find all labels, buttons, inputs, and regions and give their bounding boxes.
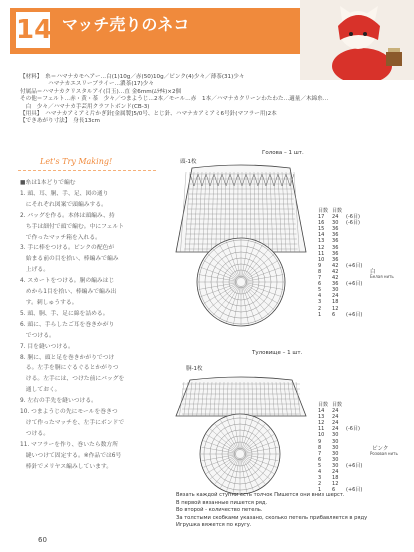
row-cell: 8 — [318, 268, 322, 275]
instruction-step: る。左手を胴にぐるぐるとかがりつ — [20, 365, 119, 372]
row-cell: 5 — [318, 462, 322, 469]
row-cell: 2 — [318, 305, 322, 312]
materials-line: 【材料】 糸＝ハマナカモヘアー…白(1)10g／赤(50)10g／ピンク(4)少々／薄茶(31)少々 — [20, 74, 245, 80]
row-cell: 36 — [332, 281, 339, 288]
instructions-title: Let's Try Making! — [40, 157, 113, 166]
instruction-step: で作ったマッチ箱を入れる。 — [20, 234, 101, 241]
row-cell: 36 — [332, 226, 339, 233]
instruction-step: 2. バッグを作る。本体は頭編み、持 — [20, 212, 115, 219]
head-color-note: Белая нить — [370, 274, 394, 279]
note-line: Игрушка вяжется по кругу. — [176, 522, 252, 529]
instruction-step: 縫いつけて固定する。※作品では6号 — [20, 452, 122, 459]
row-cell: 13 — [318, 238, 325, 245]
row-cell: 30 — [332, 438, 339, 445]
instruction-step: 8. 胴に、頭と足を巻きかがりでつけ — [20, 354, 115, 361]
row-cell: (+6目) — [346, 462, 363, 469]
pattern-number: 14 — [14, 10, 52, 50]
row-cell: 10 — [318, 256, 325, 263]
note-line: За толстыми скобками указано, сколько петель прибавляется в ряду — [176, 514, 368, 521]
row-cell: (-6目) — [346, 214, 360, 221]
instruction-step: けて作ったマッチを、左手にボンドで — [20, 419, 125, 426]
row-cell: 14 — [318, 232, 325, 239]
row-cell: 12 — [332, 305, 339, 312]
materials-line: 【できあがり寸法】 身長13cm — [20, 118, 100, 125]
col-header: 目数 — [318, 208, 329, 214]
instruction-step: す。刺しゅうする。 — [20, 299, 78, 306]
row-cell: 24 — [332, 214, 339, 221]
instruction-step: 11. マフラーを作り、巻いたら数方所 — [20, 441, 119, 448]
row-cell: 1 — [318, 311, 322, 318]
row-cell: (+6目) — [346, 262, 363, 269]
instruction-step: にそれぞれ図案で頭編みする。 — [20, 201, 107, 208]
instruction-step: 5. 頭、胴、手、足に綿を詰める。 — [20, 310, 109, 317]
materials-block — [20, 74, 394, 126]
row-cell: 30 — [332, 456, 339, 463]
instruction-step: 3. 手に棒をつける。ピンクの配色が — [20, 245, 115, 252]
row-cell: 24 — [332, 414, 339, 421]
instruction-step: 10. つまようじの先にモールを巻きつ — [20, 409, 118, 416]
row-cell: 18 — [332, 299, 339, 306]
materials-line: 【用具】 ハマナカアミアミ片かぎ針[金属製]5/0号、とじ針、ハマナカアミアミ6号針(マフラー用)2本 — [20, 111, 277, 118]
row-cell: 9 — [318, 438, 322, 445]
head-title: Голова – 1 шт. — [262, 150, 304, 156]
body-row-table — [316, 402, 364, 493]
cat-photo — [300, 0, 414, 80]
instruction-step: ち手は細付で頭で編む。中にフェルト — [20, 223, 125, 230]
materials-line: 白 少々／ハマナカ手芸用クラフトボンド(CB-3) — [20, 103, 150, 110]
row-cell: 36 — [332, 250, 339, 257]
row-cell: 30 — [332, 220, 339, 227]
row-entry — [316, 312, 364, 318]
instruction-step: 4. スカートをつける。胴の編みはじ — [20, 278, 115, 285]
instruction-step: 上げる。 — [20, 267, 49, 274]
row-cell: 24 — [332, 293, 339, 300]
row-cell: (+6目) — [346, 487, 363, 494]
row-cell: 6 — [318, 456, 322, 463]
instruction-step: めから1目を拾い、棒編みで編み出 — [20, 289, 117, 296]
head-color-label: 白 — [370, 269, 376, 275]
instruction-step: 1. 頭、耳、胴、手、足、図の通り — [20, 190, 109, 197]
row-cell: 17 — [318, 214, 325, 221]
instructions-list — [20, 178, 158, 472]
row-cell: (-6目) — [346, 426, 360, 433]
row-cell: 36 — [332, 238, 339, 245]
row-cell: 36 — [332, 232, 339, 239]
row-cell: 24 — [332, 469, 339, 476]
head-chart — [170, 160, 312, 330]
row-cell: 1 — [318, 487, 322, 494]
instruction-step: でつける。 — [20, 332, 55, 339]
head-row-table — [316, 208, 364, 318]
row-cell: 15 — [318, 226, 325, 233]
row-cell: 24 — [332, 426, 339, 433]
row-cell: 2 — [318, 481, 322, 488]
row-cell: 16 — [318, 220, 325, 227]
row-cell: 3 — [318, 299, 322, 306]
row-cell: (+6目) — [346, 311, 363, 318]
note-line: Вязать каждой ступни есть толчок Пишется они вниз шерст. — [176, 492, 345, 498]
row-cell: 8 — [318, 444, 322, 451]
row-cell: 12 — [332, 481, 339, 488]
row-cell: 30 — [332, 450, 339, 457]
row-cell: 24 — [332, 408, 339, 415]
row-cell: 4 — [318, 469, 322, 476]
materials-line: 付属品＝ハマナカクリスタルアイ(目玉)…直 金6mm(ﾑﾗｻｷ)×2個 — [20, 88, 182, 95]
divider — [18, 170, 156, 171]
row-cell: 4 — [318, 293, 322, 300]
row-cell: 12 — [318, 244, 325, 251]
row-cell: 30 — [332, 462, 339, 469]
translation-notes — [176, 492, 406, 530]
row-cell: 42 — [332, 275, 339, 282]
row-cell: 18 — [332, 475, 339, 482]
row-cell: 13 — [318, 414, 325, 421]
materials-line: その他＝フェルト…赤・黄・茶 少々／つまようじ…2本／モール…赤 1本／ハマナカクリーンわたわた…適量／木綿糸… — [20, 96, 329, 103]
instruction-step: 通しておく。 — [20, 387, 61, 394]
row-cell: 6 — [332, 311, 336, 318]
instruction-step: つける。 — [20, 430, 49, 437]
body-label: 胴-1枚 — [186, 366, 203, 372]
row-cell: 42 — [332, 268, 339, 275]
instruction-step: 始まる前の目を拾い、棒編みで編み — [20, 256, 119, 263]
body-color-note: Розовая нить — [370, 451, 398, 456]
row-cell: (-6目) — [346, 220, 360, 227]
row-cell: 42 — [332, 262, 339, 269]
col-header: 目数 — [318, 402, 329, 408]
head-label: 頭-1枚 — [180, 159, 197, 165]
row-cell: 12 — [318, 420, 325, 427]
page-number: 60 — [38, 536, 47, 544]
row-cell: 6 — [332, 487, 336, 494]
row-cell: 36 — [332, 244, 339, 251]
row-cell: 36 — [332, 256, 339, 263]
col-header: 目数 — [332, 402, 343, 408]
row-cell: 10 — [318, 432, 325, 439]
row-cell: 7 — [318, 450, 322, 457]
body-title: Туловище – 1 шт. — [252, 350, 303, 356]
instruction-step: 9. 左右の手先を縫いつける。 — [20, 398, 97, 405]
body-chart — [170, 372, 312, 496]
row-cell: 5 — [318, 287, 322, 294]
instruction-step: 棒針でメリヤス編みしています。 — [20, 463, 113, 470]
row-cell: 14 — [318, 408, 325, 415]
row-cell: 24 — [332, 420, 339, 427]
materials-line: ハマナカエスリーブライー…濃茶(17)少々 — [20, 81, 154, 88]
pattern-title: マッチ売りのネコ — [62, 15, 190, 34]
instruction-step: 7. 目を縫いつける。 — [20, 343, 74, 350]
row-cell: 6 — [318, 281, 322, 288]
instruction-step: ける。左手には、つけた前にバッグを — [20, 376, 125, 383]
row-cell: 3 — [318, 475, 322, 482]
row-cell: 30 — [332, 287, 339, 294]
body-color-label: ピンク — [372, 446, 389, 452]
row-cell: 9 — [318, 262, 322, 269]
note-line: В первой вязанные пишется ряд. — [176, 499, 268, 506]
instruction-step: 6. 頭に、手らしたご耳を巻きかがり — [20, 321, 115, 328]
row-cell: (+6目) — [346, 281, 363, 288]
row-cell: 30 — [332, 444, 339, 451]
row-cell: 11 — [318, 426, 325, 433]
row-cell: 11 — [318, 250, 325, 257]
instruction-step: ■糸は1本どりで編む — [20, 180, 76, 186]
note-line: Во второй - количество петель. — [176, 507, 263, 514]
row-cell: 7 — [318, 275, 322, 282]
col-header: 目数 — [332, 208, 343, 214]
row-cell: 30 — [332, 432, 339, 439]
